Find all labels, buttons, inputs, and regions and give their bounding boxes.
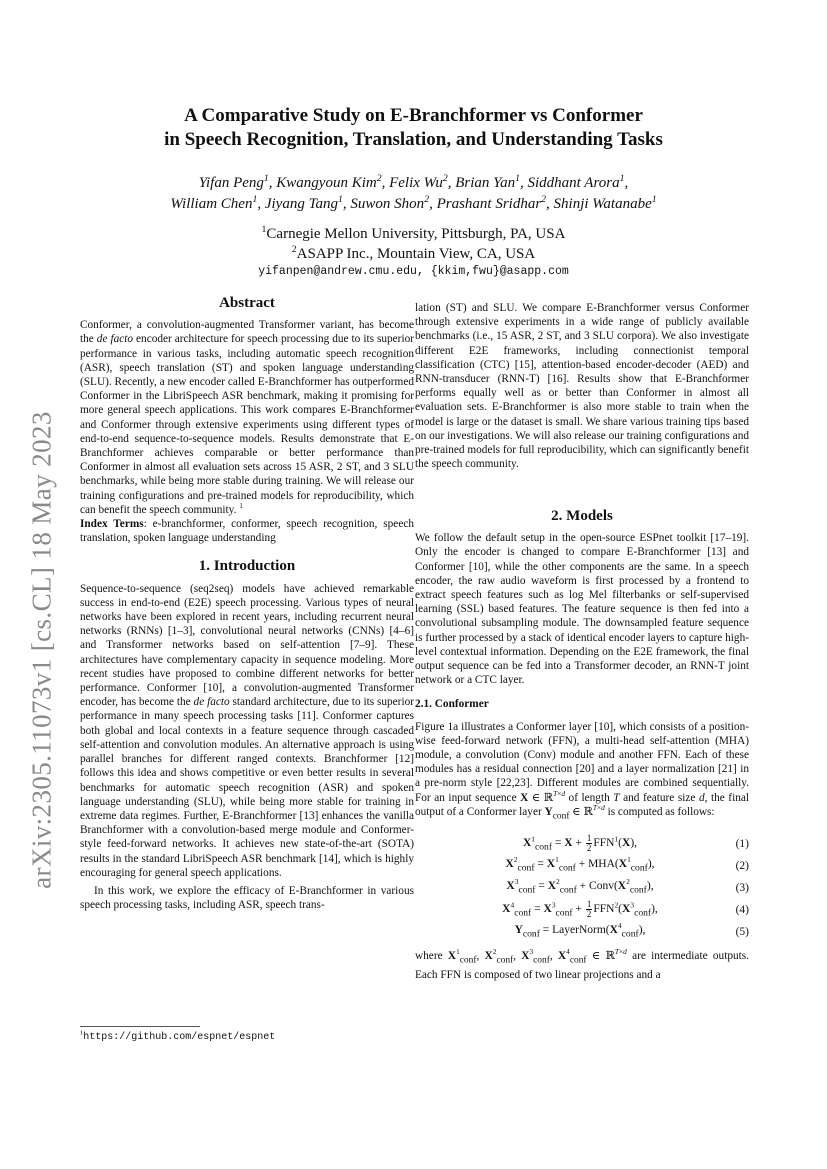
authors-line-2 [60, 194, 767, 215]
equation-3 [415, 877, 749, 899]
models-paragraph-1: We follow the default setup in the open-source ESPnet toolkit [17–19]. Only the encoder is changed to compare E-Branchformer [13] and Conformer [10], while the other components are the same. In a speech encoder, the raw audio waveform is first processed by a frontend to extract speech features such as log Mel filterbanks or self-supervised learning (SSL) based features. The feature sequence is then fed into a convolutional subsampling module. The downsampled feature sequence is further processed by a stack of identical encoder layers to capture high-level contextual information. Depending on the E2E framework, the final output sequence can be fed into a Transformer decoder, an RNN-T joint network or a CTC layer. [415, 532, 749, 687]
intro-paragraph-1 [80, 582, 414, 880]
author-name: Jiyang Tang [264, 196, 339, 212]
authors-line-1 [60, 173, 767, 194]
abstract-emphasis: de facto [96, 333, 134, 346]
footnote-rule [80, 1026, 200, 1027]
author-name: Suwon Shon [350, 196, 425, 212]
left-column [80, 296, 414, 912]
author-affil-mark: 2 [376, 173, 382, 184]
arxiv-identifier: arXiv:2305.11073v1 [cs.CL] 18 May 2023 [26, 411, 57, 889]
post-equation-text: where $X^1_{conf}$, $X^2_{conf}$, $X^3_{conf}$, $X^4_{conf}$ ∈ ℝ$^{T\times d}$ are intermediate outputs. Each FFN is composed of two linear projections and a [415, 947, 749, 981]
separator: , [257, 196, 265, 212]
affiliation-text: Carnegie Mellon University, Pittsburgh, PA, USA [266, 226, 566, 242]
footnote-area [80, 1012, 414, 1044]
author-list [60, 173, 767, 215]
introduction-heading: 1. Introduction [198, 558, 296, 575]
abstract-text: Conformer, a convolution-augmented Transformer variant, has become the [80, 319, 414, 346]
equation-4-body: $X^4_{conf} = X^3_{conf}$ + $\frac{1}{2}$ $FFN^2(X^3_{conf})$, [502, 898, 658, 919]
separator: , [546, 196, 554, 212]
index-terms-text: : e-branchformer, conformer, speech recognition, speech translation, spoken language understanding [80, 518, 414, 545]
author-name: Felix Wu [389, 175, 443, 191]
equation-2-body: $X^2_{conf} = X^1_{conf} + MHA(X^1_{conf})$, [505, 855, 655, 874]
equation-1 [415, 833, 749, 855]
abstract-text: encoder architecture for speech processing due to its superior performance in various tasks, including automatic speech recognition (ASR), speech translation (ST) and spoken language understanding (SLU). Recently, a new encoder called E-Branchformer has outperformed Conformer in the LibriSpeech ASR benchmark, making it promising for more general speech applications. This work compares E-Branchformer and Conformer through extensive experiments using different types of end-to-end sequence-to-sequence models. Results demonstrate that E-Branchformer achieves comparable or better performance than Conformer in almost all evaluation sets across 15 ASR, 2 ST, and 3 SLU benchmarks, while being more stable during training. We will release our training configurations and pre-trained models for reproducibility, which can benefit the speech community. [80, 333, 414, 516]
separator: , [447, 175, 456, 191]
title-line-2: in Speech Recognition, Translation, and Understanding Tasks [164, 129, 663, 150]
affiliations [60, 224, 767, 264]
footnote [80, 1031, 414, 1044]
author-name: Brian Yan [455, 175, 516, 191]
post-equation-continuation: are intermediate outputs. Each FFN is composed of two linear projections and a [415, 950, 749, 981]
author-affil-mark: 1 [651, 194, 657, 205]
intro-continuation [415, 301, 749, 497]
equation-3-body: $X^3_{conf} = X^2_{conf}$ + $Conv(X^2_{conf})$, [506, 877, 654, 896]
separator: , [624, 175, 629, 191]
abstract-heading: Abstract [219, 295, 275, 311]
author-affil-mark: 2 [442, 173, 448, 184]
equation-5 [415, 921, 749, 943]
author-affil-mark: 1 [252, 194, 258, 205]
affil-mark: 1 [261, 224, 267, 235]
affiliation-2 [60, 244, 767, 264]
author-name: Kwangyoun Kim [276, 175, 377, 191]
footnote-mark: 1 [80, 1029, 84, 1037]
author-name: William Chen [170, 196, 253, 212]
author-emails: yifanpen@andrew.cmu.edu, {kkim,fwu}@asapp.com [258, 265, 569, 278]
author-affil-mark: 1 [338, 194, 343, 205]
author-name: Yifan Peng [198, 175, 264, 191]
conformer-paragraph: Figure 1a illustrates a Conformer layer [10], which consists of a position-wise feed-forward network (FFN), a multi-head self-attention (MHA) module, a convolution (Conv) module and another FFN. Each of these modules has a residual connection [20] and a layer normalization [21] in a pre-norm style [22,23]. Different modules are combined sequentially. For an input sequence X ∈ ℝ$^{T\times d}$ of length T and feature size d, the final output of a Conformer layer $Y_{conf}$ ∈ ℝ$^{T\times d}$ is computed as follows: [415, 720, 750, 822]
author-name: Prashant Sridhar [436, 196, 542, 212]
equation-number: (5) [735, 926, 749, 939]
separator: , [268, 175, 277, 191]
footnote-link[interactable]: https://github.com/espnet/espnet [83, 1032, 276, 1043]
author-affil-mark: 1 [619, 173, 625, 184]
author-affil-mark: 1 [515, 173, 520, 184]
intro-text: standard architecture, due to its superior performance in many speech processing tasks [11]. Conformer captures both global and local contexts in a feature sequence through cascaded self-attention and convolution modules. An alternative approach is using parallel branches for different ranged contexts. Branchformer [12] follows this idea and shows competitive or even better results in several benchmarks for automatic speech recognition (ASR) and spoken language understanding (SLU), while being more stable for training in extreme data regimes. Further, E-Branchformer [13] enhances the vanilla Branchformer with a convolution-based merge module and Conformer-style feed-forward networks. It achieves new state-of-the-art (SOTA) results in the standard LibriSpeech ASR benchmark [14], which is highly encouraging for general speech applications. [80, 696, 414, 879]
affil-mark: 2 [291, 244, 297, 255]
equation-5-body: $Y_{conf}$ = $LayerNorm(X^4_{conf})$, [514, 921, 646, 940]
equation-number: (4) [735, 904, 749, 917]
index-terms-label: Index Terms [80, 518, 144, 531]
abstract-paragraph [80, 318, 414, 517]
equation-4 [415, 899, 749, 921]
equation-number: (1) [735, 838, 749, 851]
models-heading: 2. Models [551, 508, 613, 524]
separator: , [342, 196, 351, 212]
author-affil-mark: 1 [263, 173, 269, 184]
separator: , [429, 196, 437, 212]
conformer-equations [415, 833, 749, 943]
title-line-1: A Comparative Study on E-Branchformer vs Conformer [184, 105, 643, 126]
author-affil-mark: 2 [541, 194, 547, 205]
index-terms [80, 517, 414, 545]
affiliation-1 [60, 224, 767, 244]
intro-text: Sequence-to-sequence (seq2seq) models have achieved remarkable success in end-to-end (E2E) speech processing. Various types of neural networks have been explored in recent years, including recurrent neural networks (RNNs) [1–3], convolutional neural networks (CNNs) [4–6] and Transformer networks based on self-attention [7–9]. These architectures have complementary capacity in sequence modeling. More recent studies have proposed to combine different networks for better performance. Conformer [10], a convolution-augmented Transformer encoder, has become the [80, 582, 414, 709]
conformer-subheading: 2.1. Conformer [415, 698, 489, 711]
intro-paragraph-2: In this work, we explore the efficacy of E-Branchformer in various speech processing tasks, including ASR, speech trans- [80, 884, 414, 912]
affiliation-text: ASAPP Inc., Mountain View, CA, USA [296, 246, 536, 262]
intro-emphasis: de facto [193, 696, 230, 709]
equation-number: (2) [735, 860, 749, 873]
intro-continuation-text: lation (ST) and SLU. We compare E-Branchformer versus Conformer through extensive experiments in a wide range of publicly available benchmarks (i.e., 15 ASR, 2 ST, and 3 SLU corpora). We also investigate different E2E frameworks, including connectionist temporal classification (CTC) [15], attention-based encoder-decoder (AED) and RNN-transducer (RNN-T) [16]. Results show that E-Branchformer performs equally well as or better than Conformer in almost all evaluation sets. E-Branchformer is also more stable to train when the model is large or the dataset is small. We share various training tips based on our investigations. We will also release our training configurations and pre-trained models for full reproducibility, which can significantly benefit the speech community. [415, 302, 749, 471]
arxiv-side-label-box [12, 411, 72, 889]
paper-title [60, 104, 767, 152]
separator: , [519, 175, 528, 191]
separator: , [381, 175, 390, 191]
author-affil-mark: 2 [424, 194, 430, 205]
author-name: Siddhant Arora [527, 175, 620, 191]
footnote-marker: 1 [239, 501, 243, 511]
equation-1-body: $X^1_{conf} = X$ + $\frac{1}{2}$ FFN$^1$(X), [522, 832, 638, 853]
equation-2 [415, 855, 749, 877]
author-name: Shinji Watanabe [553, 196, 652, 212]
equation-number: (3) [735, 882, 749, 895]
